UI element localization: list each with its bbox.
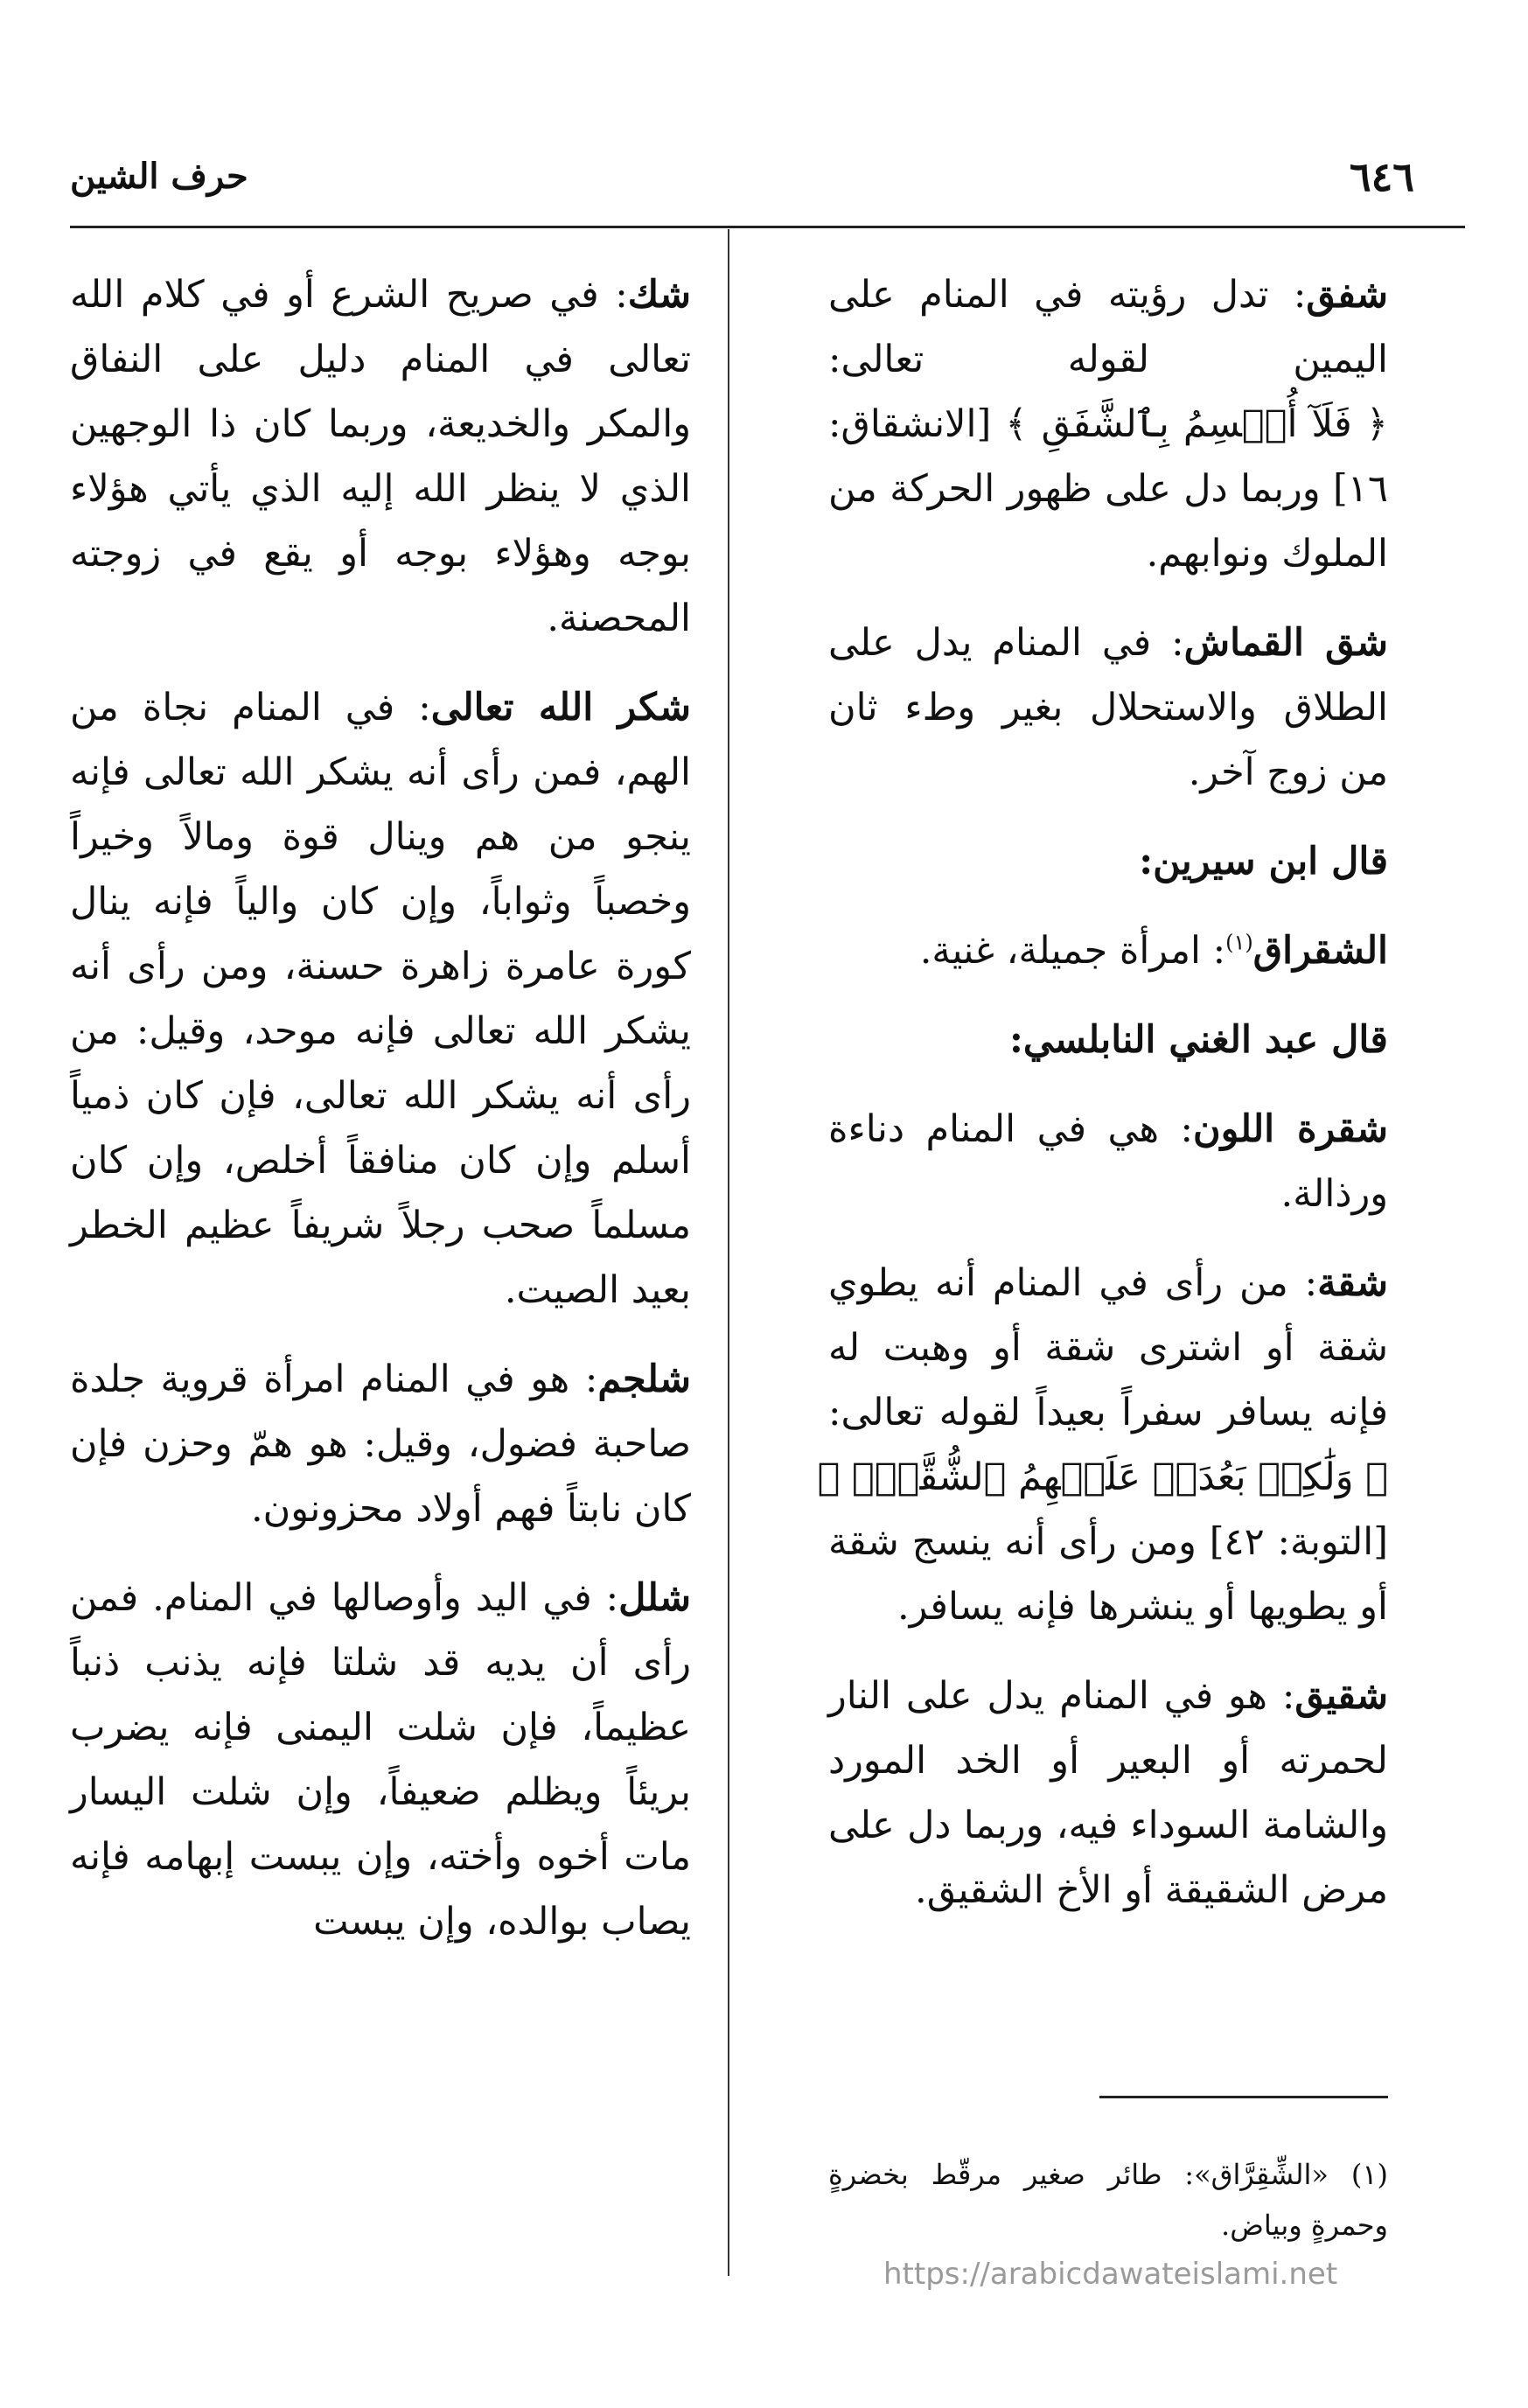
entry-shaqq bbox=[828, 611, 1388, 805]
footnote-text: «الشِّقِرَّاق»: طائر صغير مرقّط بخضرةٍ وحمرةٍ وبياض. bbox=[828, 2158, 1388, 2242]
entry-text: : في اليد وأوصالها في المنام. فمن رأى أن يديه قد شلتا فإنه يذنب ذنباً عظيماً، فإن شلت اليمنى فإنه يضرب بريئاً ويظلم ضعيفاً، وإن شلت اليسار مات أخوه وأخته، وإن يبست إبهامه فإنه يصاب بوالده، وإن يبست bbox=[70, 1576, 691, 1944]
entry-term: شك bbox=[627, 273, 691, 317]
entry-text: : امرأة جميلة، غنية. bbox=[919, 929, 1226, 973]
quran-quote: ﴿ وَلَٰكِنۢ بَعُدَتۡ عَلَيۡهِمُ ٱلشُّقَّةُۚ ﴾ bbox=[817, 1455, 1388, 1499]
entry-term: شق القماش bbox=[1183, 621, 1388, 665]
entry-text: : من رأى في المنام أنه يطوي شقة أو اشترى شقة أو وهبت له فإنه يسافر سفراً بعيداً لقوله تعالى: bbox=[828, 1261, 1388, 1434]
page-number: ٦٤٦ bbox=[1349, 153, 1414, 200]
entry-term: شلل bbox=[618, 1576, 691, 1620]
entry-text: : في المنام يدل على الطلاق والاستحلال بغير وطء ثان من زوج آخر. bbox=[828, 621, 1388, 794]
entry-shaqiq bbox=[828, 1664, 1388, 1923]
entry-term: شفق bbox=[1306, 273, 1388, 317]
watermark-url: https://arabicdawateislami.net bbox=[883, 2257, 1338, 2292]
entry-text: : في صريح الشرع أو في كلام الله تعالى في المنام دليل على النفاق والمكر والخديعة، وربما كان ذا الوجهين الذي لا ينظر الله إليه الذي يأتي هؤلاء بوجه وهؤلاء بوجه أو يقع في زوجته المحصنة. bbox=[70, 273, 691, 640]
footnote bbox=[828, 2149, 1388, 2251]
entry-text: : هو في المنام امرأة قروية جلدة صاحبة فضول، وقيل: هو همّ وحزن فإن كان نابتاً فهم أولاد محزونون. bbox=[70, 1358, 691, 1531]
entry-shuqra bbox=[828, 1097, 1388, 1226]
entry-term: شكر الله تعالى bbox=[430, 686, 691, 729]
entry-shalal bbox=[70, 1566, 691, 1954]
entry-text: [التوبة: ٤٢] ومن رأى أنه ينسج شقة أو يطويها أو ينشرها فإنه يسافر. bbox=[828, 1520, 1388, 1629]
entry-shukr bbox=[70, 675, 691, 1323]
entry-text: : تدل رؤيته في المنام على اليمين لقوله تعالى: bbox=[828, 273, 1388, 381]
entry-term: شقيق bbox=[1294, 1674, 1388, 1718]
entry-text: : هي في المنام دناءة ورذالة. bbox=[828, 1107, 1388, 1216]
entry-shiqraq bbox=[828, 918, 1388, 983]
running-head-title: حرف الشين bbox=[70, 156, 248, 197]
entry-shafaq bbox=[828, 262, 1388, 586]
entry-term: شلجم bbox=[597, 1358, 691, 1401]
heading-nabulsi: قال عبد الغني النابلسي: bbox=[1008, 1018, 1388, 1062]
entry-shuqqa bbox=[817, 1251, 1388, 1639]
entry-term: شقة bbox=[1317, 1261, 1388, 1305]
right-column bbox=[817, 262, 1388, 1947]
column-divider bbox=[728, 229, 729, 2276]
footnote-rule bbox=[1099, 2096, 1388, 2098]
header-rule bbox=[70, 226, 1465, 228]
heading-ibn-sirin: قال ابن سيرين: bbox=[1139, 840, 1388, 883]
entry-text: : هو في المنام يدل على النار لحمرته أو البعير أو الخد المورد والشامة السوداء فيه، وربما دل على مرض الشقيقة أو الأخ الشقيق. bbox=[828, 1674, 1388, 1912]
entry-shakk bbox=[70, 262, 691, 651]
entry-shaljam bbox=[70, 1347, 691, 1541]
left-column bbox=[70, 262, 691, 1979]
entry-text: [الانشقاق: ١٦] وربما دل على ظهور الحركة من الملوك ونوابهم. bbox=[828, 402, 1388, 576]
entry-text: : في المنام نجاة من الهم، فمن رأى أنه يشكر الله تعالى فإنه ينجو من هم وينال قوة ومالاً وخيراً وخصباً وثواباً، وإن كان والياً فإنه ينال كورة عامرة زاهرة حسنة، ومن رأى أنه يشكر الله تعالى فإنه موحد، وقيل: من رأى أنه يشكر الله تعالى، فإن كان ذمياً أسلم وإن كان منافقاً أخلص، وإن كان مسلماً صحب رجلاً شريفاً عظيم الخطر بعيد الصيت. bbox=[70, 686, 691, 1312]
footnote-reference: (١) bbox=[1225, 930, 1253, 955]
quran-quote: ﴿ فَلَآ أُقۡسِمُ بِٱلشَّفَقِ ﴾ bbox=[1005, 402, 1388, 446]
footnote-number: (١) bbox=[1350, 2158, 1388, 2191]
entry-term: شقرة اللون bbox=[1193, 1107, 1388, 1151]
entry-term: الشقراق bbox=[1252, 929, 1388, 973]
